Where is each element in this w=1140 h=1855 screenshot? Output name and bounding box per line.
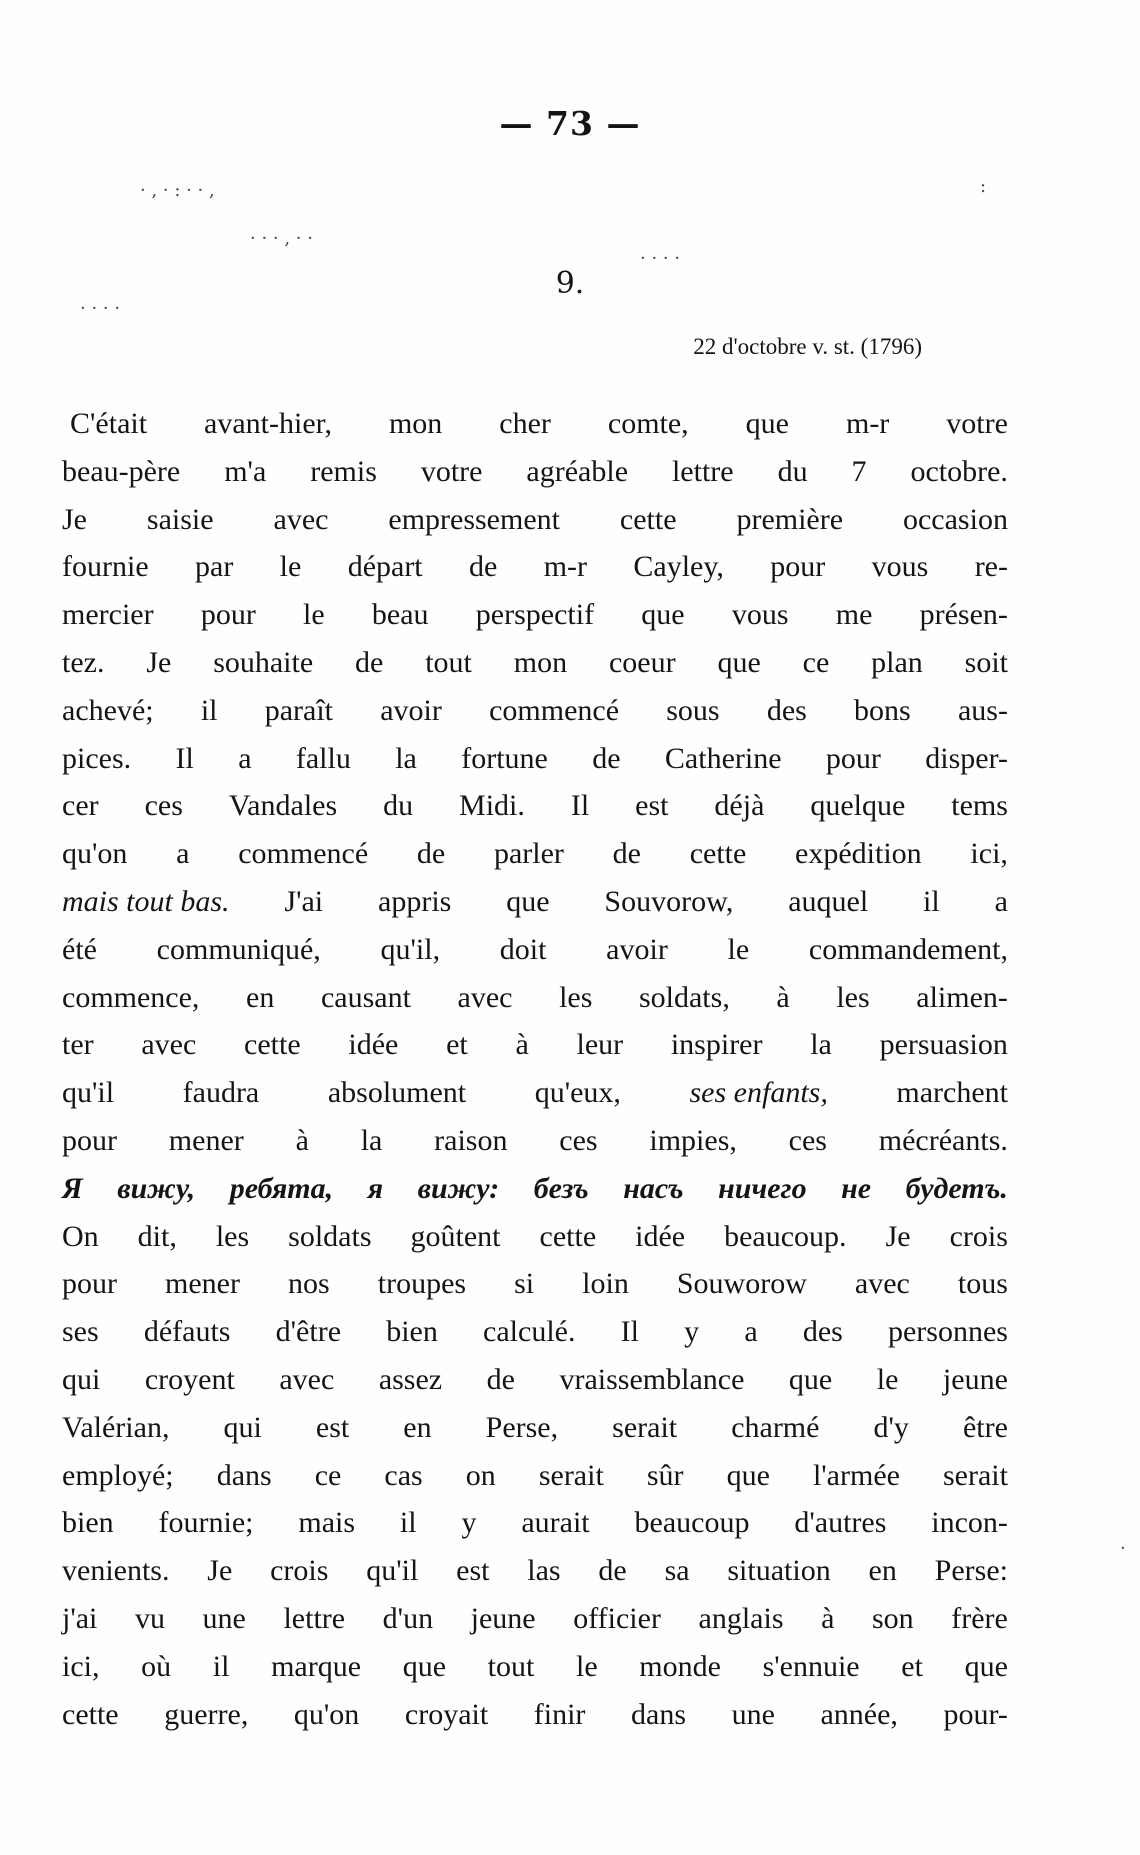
word: troupes <box>377 1267 467 1301</box>
word: raison <box>434 1123 508 1157</box>
word: que <box>964 1649 1008 1683</box>
word: le <box>279 550 302 584</box>
word: d'autres <box>794 1506 887 1540</box>
word: loin <box>582 1267 629 1301</box>
text-line <box>62 1691 1008 1739</box>
word: il <box>212 1649 230 1683</box>
text-line <box>62 1547 1008 1595</box>
word: 7 <box>851 454 867 488</box>
word: anglais <box>698 1601 784 1635</box>
word: fallu <box>295 741 351 775</box>
word: que <box>788 1362 833 1396</box>
word: lettre <box>283 1601 346 1635</box>
word: ter <box>62 1028 94 1062</box>
word: à <box>821 1601 835 1635</box>
word: personnes <box>887 1315 1008 1349</box>
word: calculé. <box>483 1315 576 1349</box>
word: mercier <box>62 598 154 632</box>
word: pices. <box>62 741 132 775</box>
word: vous <box>731 598 789 632</box>
word: commencé <box>238 837 369 871</box>
word: jeune <box>470 1601 536 1635</box>
word: les <box>836 980 870 1014</box>
word: avec <box>279 1362 335 1396</box>
word: année, <box>820 1697 898 1731</box>
word: d'un <box>382 1601 434 1635</box>
word: il <box>923 884 940 918</box>
letter-body <box>62 400 1008 1738</box>
word: soit <box>964 645 1008 679</box>
word: j'ai <box>62 1601 98 1635</box>
word: qui <box>62 1362 101 1396</box>
word: qu'il <box>62 1076 115 1110</box>
word: Je <box>62 502 87 536</box>
word: crois <box>270 1554 329 1588</box>
word: s'ennuie <box>762 1649 860 1683</box>
text-line <box>62 782 1008 830</box>
word: le <box>303 598 325 632</box>
word: qu'eux, <box>534 1076 621 1110</box>
word: on <box>465 1458 496 1492</box>
word: en <box>403 1410 432 1444</box>
word: est <box>456 1554 490 1588</box>
word: commencé <box>489 693 620 727</box>
word: вижу: <box>417 1171 500 1205</box>
word: pour- <box>943 1697 1008 1731</box>
word: cette <box>619 502 677 536</box>
word: ребята, <box>229 1171 334 1205</box>
word: son <box>871 1601 914 1635</box>
word: tems <box>951 789 1008 823</box>
word: remis <box>310 454 377 488</box>
word: me <box>835 598 873 632</box>
word: une <box>202 1601 246 1635</box>
word: de <box>469 550 498 584</box>
word: cette <box>62 1697 119 1731</box>
word: causant <box>320 980 411 1014</box>
word: ce <box>802 645 830 679</box>
print-speck: · · · , · · <box>250 228 313 249</box>
word: pour <box>825 741 881 775</box>
word: guerre, <box>164 1697 249 1731</box>
text-line <box>62 400 1008 448</box>
text-line <box>62 448 1008 496</box>
word: Il <box>620 1315 639 1349</box>
word: On <box>62 1219 99 1253</box>
word: cette <box>244 1028 301 1062</box>
word: вижу, <box>117 1171 196 1205</box>
word: par <box>195 550 234 584</box>
word: ces <box>788 1123 827 1157</box>
word: pour <box>770 550 826 584</box>
word: de <box>416 837 446 871</box>
word: appris <box>378 884 452 918</box>
word: avec <box>141 1028 197 1062</box>
word: jeune <box>942 1362 1008 1396</box>
word: que <box>745 407 789 440</box>
word: y <box>461 1506 477 1540</box>
word: pour <box>62 1267 117 1301</box>
word: frère <box>951 1601 1008 1635</box>
word: que <box>506 884 550 918</box>
word: qu'on <box>62 837 128 871</box>
word: est <box>635 789 669 823</box>
word: a <box>238 741 252 775</box>
word: qu'on <box>293 1697 360 1731</box>
word: lettre <box>671 454 734 488</box>
word: des <box>802 1315 843 1349</box>
word: marque <box>271 1649 362 1683</box>
word: Je <box>207 1554 233 1588</box>
word: faudra <box>182 1076 260 1110</box>
word: Я <box>62 1171 83 1205</box>
word: avant-hier, <box>204 407 332 440</box>
text-line <box>62 687 1008 735</box>
word: a <box>176 837 190 871</box>
text-line <box>62 543 1008 591</box>
word: fournie <box>62 550 149 584</box>
letter-number: 9. <box>555 266 585 301</box>
word: serait <box>943 1458 1008 1492</box>
word: à <box>295 1123 309 1157</box>
word: soldats <box>288 1219 372 1253</box>
word: avec <box>854 1267 910 1301</box>
word: Perse, <box>485 1410 559 1444</box>
text-line <box>62 926 1008 974</box>
word: à <box>515 1028 529 1062</box>
text-line <box>62 1404 1008 1452</box>
letter-date: 22 d'octobre v. st. (1796) <box>693 334 922 359</box>
text-line <box>62 735 1008 783</box>
word: alimen- <box>916 980 1008 1014</box>
word: qui <box>223 1410 262 1444</box>
word: y <box>684 1315 700 1349</box>
word: Il <box>175 741 194 775</box>
text-line <box>62 1117 1008 1165</box>
word: coeur <box>608 645 676 679</box>
word: paraît <box>264 693 334 727</box>
word: quelque <box>810 789 906 823</box>
word: croyait <box>404 1697 489 1731</box>
print-speck: · , · : · · , <box>140 180 215 201</box>
word: avec <box>273 502 329 536</box>
word: disper- <box>925 741 1008 775</box>
word: J'ai <box>284 884 324 918</box>
print-speck: · · · · <box>80 298 121 319</box>
word: idée <box>635 1219 686 1253</box>
word: déjà <box>714 789 765 823</box>
text-line <box>62 496 1008 544</box>
word: mon <box>513 645 568 679</box>
word: défauts <box>143 1315 231 1349</box>
word: sûr <box>646 1458 684 1492</box>
word: ces <box>144 789 183 823</box>
word: безъ <box>533 1171 589 1205</box>
word: à <box>776 980 790 1014</box>
word: avec <box>457 980 513 1014</box>
word: dans <box>631 1697 686 1731</box>
word: que <box>402 1649 447 1683</box>
word: Catherine <box>664 741 782 775</box>
word: bien <box>386 1315 438 1349</box>
word: cher <box>499 407 551 440</box>
word: ici, <box>970 837 1008 871</box>
word: cette <box>539 1219 597 1253</box>
word: que <box>641 598 685 632</box>
word: m-r <box>845 407 890 440</box>
word: tout <box>487 1649 535 1683</box>
word: mener <box>168 1123 244 1157</box>
word: serait <box>538 1458 604 1492</box>
word: ничего <box>718 1171 807 1205</box>
word: ses <box>62 1315 99 1349</box>
word: Souvorow, <box>604 884 734 918</box>
word: que <box>726 1458 770 1492</box>
word: assez <box>378 1362 443 1396</box>
word: sous <box>666 693 720 727</box>
word: las <box>527 1554 561 1588</box>
word: octobre. <box>910 454 1008 488</box>
word: не <box>841 1171 872 1205</box>
word: la <box>810 1028 832 1062</box>
word: bons <box>854 693 911 727</box>
print-speck: · · · · <box>640 248 681 269</box>
word: de <box>592 741 621 775</box>
word: persuasion <box>879 1028 1008 1062</box>
word: le <box>876 1362 899 1396</box>
word: я <box>367 1171 384 1205</box>
word: ici, <box>62 1649 100 1683</box>
text-line <box>62 830 1008 878</box>
word: impies, <box>649 1123 737 1157</box>
word: incon- <box>931 1506 1008 1540</box>
word: bien <box>62 1506 114 1540</box>
text-line <box>62 1021 1008 1069</box>
word: Je <box>146 645 172 679</box>
word: m-r <box>543 550 588 584</box>
word: tous <box>957 1267 1008 1301</box>
word: re- <box>974 550 1008 584</box>
word: empressement <box>388 502 560 536</box>
word: parler <box>493 837 564 871</box>
word: situation <box>727 1554 831 1588</box>
word: будетъ. <box>905 1171 1008 1205</box>
word: fournie; <box>158 1506 254 1540</box>
word: plan <box>871 645 923 679</box>
word: perspectif <box>475 598 595 632</box>
word: charmé <box>731 1410 820 1444</box>
word: tout <box>425 645 472 679</box>
word: aus- <box>957 693 1008 727</box>
word: présen- <box>919 598 1008 632</box>
word: inspirer <box>670 1028 763 1062</box>
word: en <box>868 1554 897 1588</box>
word: Vandales <box>228 789 338 823</box>
word: le <box>575 1649 598 1683</box>
word: d'y <box>873 1410 909 1444</box>
word: marchent <box>896 1076 1008 1110</box>
word: officier <box>573 1601 661 1635</box>
text-line <box>62 591 1008 639</box>
word: l'armée <box>812 1458 900 1492</box>
word: qu'il, <box>380 932 441 966</box>
word: ces <box>559 1123 598 1157</box>
word: Valérian, <box>62 1410 170 1444</box>
word: de <box>486 1362 515 1396</box>
word: crois <box>949 1219 1008 1253</box>
word: les <box>215 1219 250 1253</box>
print-speck: · <box>1120 1538 1126 1559</box>
word: beaucoup. <box>724 1219 847 1253</box>
text-line <box>62 1499 1008 1547</box>
text-line <box>62 974 1008 1022</box>
word: a <box>744 1315 758 1349</box>
word: expédition <box>795 837 922 871</box>
word: mécréants. <box>878 1123 1008 1157</box>
text-line <box>62 1069 1008 1117</box>
text-line <box>62 878 1008 926</box>
word: comte, <box>607 407 689 440</box>
word: vous <box>871 550 929 584</box>
word: leur <box>576 1028 624 1062</box>
word: achevé; <box>62 693 154 727</box>
word: soldats, <box>638 980 730 1014</box>
word: doit <box>499 932 547 966</box>
word: mon <box>388 407 443 440</box>
word: насъ <box>623 1171 684 1205</box>
word: si <box>514 1267 535 1301</box>
word: pour <box>200 598 256 632</box>
word: avoir <box>380 693 442 727</box>
word: du <box>777 454 808 488</box>
word: pour <box>62 1123 117 1157</box>
word: d'être <box>275 1315 342 1349</box>
word: est <box>315 1410 350 1444</box>
word: employé; <box>62 1458 174 1492</box>
word: finir <box>533 1697 586 1731</box>
word: dit, <box>137 1219 177 1253</box>
word: mais <box>298 1506 356 1540</box>
word: auquel <box>788 884 869 918</box>
word: cer <box>62 789 99 823</box>
word: fortune <box>461 741 548 775</box>
word: aurait <box>521 1506 590 1540</box>
word: croyent <box>144 1362 235 1396</box>
word: beau <box>371 598 429 632</box>
word: m'a <box>224 454 267 488</box>
word: que <box>717 645 761 679</box>
word: les <box>559 980 593 1014</box>
word: serait <box>612 1410 678 1444</box>
text-line <box>62 1308 1008 1356</box>
word: du <box>383 789 414 823</box>
word: saisie <box>146 502 214 536</box>
word: agréable <box>526 454 629 488</box>
word: départ <box>347 550 423 584</box>
word: et <box>901 1649 923 1683</box>
page-number: — 73 — <box>499 104 641 143</box>
text-line <box>62 1260 1008 1308</box>
word: vu <box>134 1601 165 1635</box>
word: la <box>360 1123 383 1157</box>
word: de <box>612 837 641 871</box>
word: mener <box>165 1267 240 1301</box>
word: cette <box>689 837 747 871</box>
word: des <box>766 693 807 727</box>
word: Perse: <box>934 1554 1008 1588</box>
word: votre <box>420 454 483 488</box>
word: été <box>62 932 97 966</box>
text-line <box>62 639 1008 687</box>
word: le <box>727 932 750 966</box>
text-line <box>62 1595 1008 1643</box>
word: venients. <box>62 1554 170 1588</box>
word: avoir <box>606 932 668 966</box>
word: Souworow <box>676 1267 807 1301</box>
text-line <box>62 1165 1008 1213</box>
word: goûtent <box>410 1219 501 1253</box>
word: dans <box>216 1458 272 1492</box>
word: ce <box>314 1458 342 1492</box>
text-line <box>62 1356 1008 1404</box>
word: une <box>731 1697 775 1731</box>
word: il <box>399 1506 417 1540</box>
word: de <box>598 1554 627 1588</box>
word: première <box>736 502 844 536</box>
word: C'était <box>70 407 148 440</box>
print-speck: : <box>980 176 987 197</box>
word: Il <box>570 789 590 823</box>
word: qu'il <box>366 1554 419 1588</box>
word: et <box>446 1028 468 1062</box>
text-line <box>62 1643 1008 1691</box>
word: la <box>395 741 417 775</box>
word: votre <box>946 407 1008 440</box>
word: commence, <box>62 980 200 1014</box>
word: ses enfants, <box>689 1076 828 1110</box>
word: être <box>962 1410 1008 1444</box>
word: où <box>141 1649 172 1683</box>
word: idée <box>348 1028 399 1062</box>
word: vraissemblance <box>559 1362 745 1396</box>
text-line <box>62 1452 1008 1500</box>
word: beau-père <box>62 454 181 488</box>
word: commandement, <box>808 932 1008 966</box>
word: monde <box>639 1649 721 1683</box>
word: souhaite <box>213 645 314 679</box>
word: sa <box>664 1554 690 1588</box>
word: de <box>355 645 384 679</box>
word: cas <box>384 1458 423 1492</box>
word: Midi. <box>459 789 525 823</box>
word: mais tout bas. <box>62 884 230 918</box>
word: absolument <box>327 1076 467 1110</box>
word: il <box>200 693 218 727</box>
word: occasion <box>902 502 1008 536</box>
word: Je <box>885 1219 911 1253</box>
word: nos <box>288 1267 330 1301</box>
word: en <box>246 980 275 1014</box>
word: Cayley, <box>633 550 724 584</box>
word: beaucoup <box>634 1506 750 1540</box>
word: a <box>994 884 1008 918</box>
word: communiqué, <box>156 932 321 966</box>
word: tez. <box>62 645 105 679</box>
text-line <box>62 1213 1008 1261</box>
